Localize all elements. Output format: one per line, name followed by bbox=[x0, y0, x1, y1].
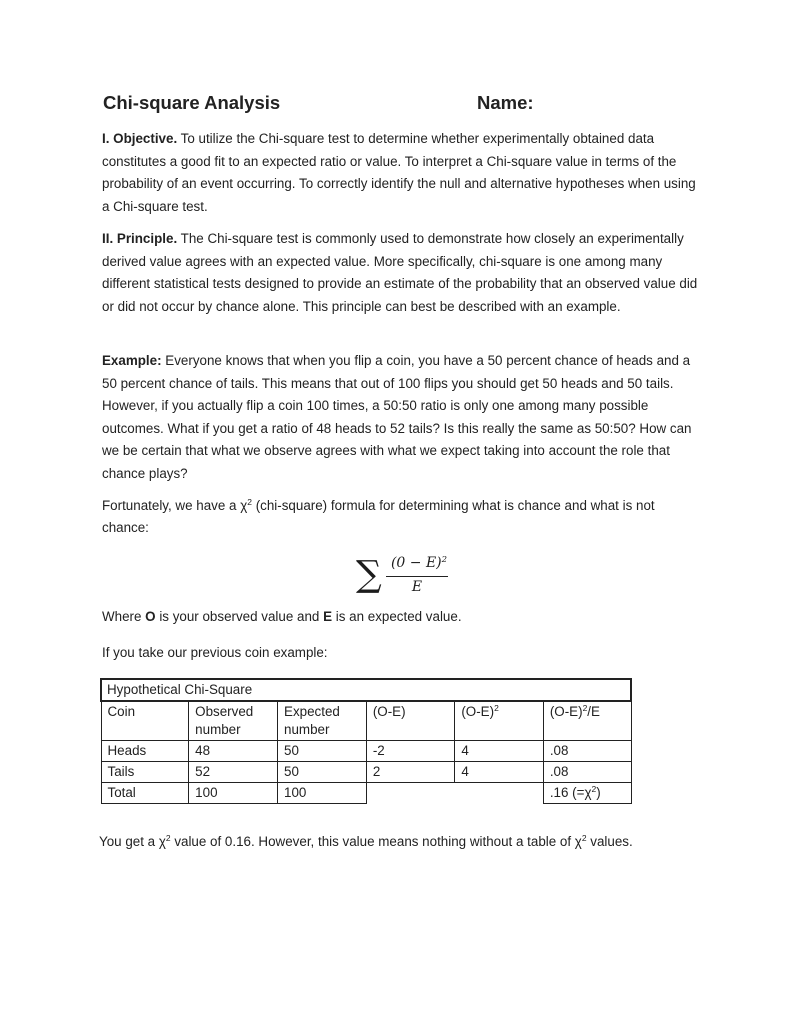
result-exponent-2: 2 bbox=[581, 833, 587, 843]
header-o-minus-e: (O-E) bbox=[366, 701, 455, 741]
objective-label: I. Objective. bbox=[102, 131, 178, 146]
name-label: Name: bbox=[477, 92, 534, 113]
table-row-tails bbox=[101, 762, 631, 783]
formula-intro-text-end: (chi-square) formula for determining what is chance and what is not chance: bbox=[102, 498, 655, 535]
header-expected-line2: number bbox=[284, 722, 330, 737]
header-div-exponent: 2 bbox=[582, 703, 588, 713]
header-div-base: (O-E) bbox=[549, 704, 583, 719]
table-caption-row bbox=[101, 679, 631, 701]
cell-coin: Total bbox=[101, 783, 189, 804]
cell-squared-over-e: .08 bbox=[543, 741, 631, 762]
formula-intro bbox=[102, 495, 702, 539]
formula-legend bbox=[102, 606, 702, 629]
page-title: Chi-square Analysis bbox=[103, 92, 281, 113]
table-row-total bbox=[101, 783, 631, 804]
cell-observed: 52 bbox=[189, 762, 278, 783]
principle-text: The Chi-square test is commonly used to demonstrate how closely an experimentally derived value agrees with an expected value. More specifically, chi-square is one among many different statistical tests designed to provide an estimate of the probability that an observed value did or did not occur by chance alone. This principle can best be described with an example. bbox=[102, 231, 698, 314]
cell-squared: 4 bbox=[455, 762, 544, 783]
numerator-exponent: 2 bbox=[441, 555, 448, 565]
table-caption: Hypothetical Chi-Square bbox=[101, 679, 631, 701]
header-sq-exponent: 2 bbox=[494, 703, 499, 713]
example-section bbox=[102, 350, 702, 485]
cell-o-minus-e: 2 bbox=[366, 762, 455, 783]
formula-intro-text: Fortunately, we have a χ bbox=[102, 498, 248, 513]
fraction-bar bbox=[386, 576, 448, 577]
cell-observed: 48 bbox=[189, 741, 278, 762]
header-coin: Coin bbox=[101, 701, 189, 741]
result-text-2: value of 0.16. However, this value means nothing without a table of χ bbox=[170, 834, 582, 849]
header-observed-line1: Observed bbox=[195, 704, 254, 719]
header-o-minus-e-squared bbox=[455, 701, 544, 741]
cell-chi-total bbox=[543, 783, 631, 804]
result-statement bbox=[99, 831, 719, 854]
chi-total-close: ) bbox=[596, 785, 601, 800]
legend-text-2: is your observed value and bbox=[155, 609, 324, 624]
table-row-heads bbox=[101, 741, 631, 762]
cell-observed: 100 bbox=[189, 783, 278, 804]
cell-empty bbox=[366, 783, 455, 804]
cell-expected: 50 bbox=[278, 741, 367, 762]
formula-denominator: E bbox=[411, 579, 423, 595]
objective-text: To utilize the Chi-square test to determine whether experimentally obtained data constitutes a good fit to an expected ratio or value. To interpret a Chi-square value in terms of the probability of an event occurring. To correctly identify the null and alternative hypotheses when using a Chi-square test. bbox=[102, 131, 696, 214]
numerator-text: (0 − E) bbox=[390, 555, 442, 571]
cell-o-minus-e: -2 bbox=[366, 741, 455, 762]
example-text: Everyone knows that when you flip a coin, you have a 50 percent chance of heads and a 50 percent chance of tails. This means that out of 100 flips you should get 50 heads and 50 tails. However, if you actually flip a coin 100 times, a 50:50 ratio is only one among many possible outcomes. What if you get a ratio of 48 heads to 52 tails? Is this really the same as 50:50? How can we be certain that what we observe agrees with what we expect taking into account the role that chance plays? bbox=[102, 353, 692, 481]
chi-total-exponent: 2 bbox=[591, 784, 597, 794]
result-text-3: values. bbox=[586, 834, 633, 849]
legend-o: O bbox=[145, 609, 156, 624]
header-div-tail: /E bbox=[587, 704, 600, 719]
chi-superscript: 2 bbox=[247, 497, 252, 507]
summation-symbol: ∑ bbox=[356, 554, 382, 595]
result-text-1: You get a χ bbox=[99, 834, 166, 849]
cell-squared: 4 bbox=[455, 741, 544, 762]
cell-coin: Tails bbox=[101, 762, 189, 783]
cell-coin: Heads bbox=[101, 741, 189, 762]
result-exponent-1: 2 bbox=[165, 833, 171, 843]
worksheet-header bbox=[103, 92, 703, 120]
chi-square-formula bbox=[356, 555, 466, 603]
header-observed-line2: number bbox=[195, 722, 241, 737]
cell-expected: 50 bbox=[278, 762, 367, 783]
example-label: Example: bbox=[102, 353, 162, 368]
header-expected-line1: Expected bbox=[284, 704, 340, 719]
cell-squared-over-e: .08 bbox=[543, 762, 631, 783]
legend-text-3: is an expected value. bbox=[332, 609, 462, 624]
header-expected bbox=[278, 701, 367, 741]
header-sq-base: (O-E) bbox=[461, 704, 495, 719]
objective-section bbox=[102, 128, 702, 218]
chi-square-table bbox=[100, 678, 632, 804]
cell-expected: 100 bbox=[278, 783, 367, 804]
formula-numerator bbox=[384, 555, 454, 571]
principle-section bbox=[102, 228, 702, 318]
table-header-row bbox=[101, 701, 631, 741]
legend-e: E bbox=[323, 609, 333, 624]
header-observed bbox=[189, 701, 278, 741]
principle-label: II. Principle. bbox=[102, 231, 178, 246]
legend-text-1: Where bbox=[102, 609, 146, 624]
header-squared-over-e bbox=[543, 701, 631, 741]
cell-empty bbox=[455, 783, 544, 804]
example-intro: If you take our previous coin example: bbox=[102, 645, 328, 660]
chi-total-value: .16 (=χ bbox=[549, 785, 592, 800]
